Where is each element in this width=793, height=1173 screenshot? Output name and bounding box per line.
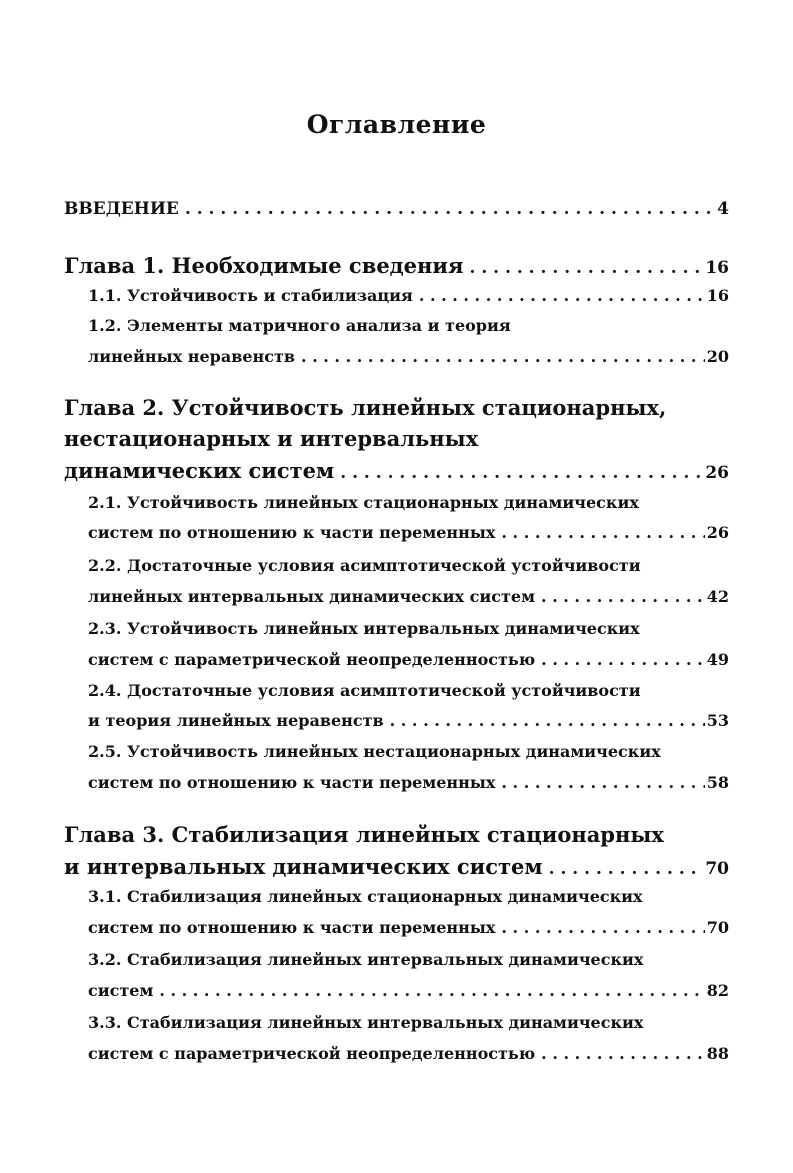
toc-page-number: 58 <box>706 773 729 792</box>
toc-page-number: 53 <box>706 711 729 730</box>
dot-leader <box>470 253 704 283</box>
toc-entry-text: систем <box>88 981 154 1000</box>
toc-entry-text: систем с параметрической неопределенностью <box>88 650 536 669</box>
dot-leader <box>501 917 704 939</box>
toc-entry-text: систем по отношению к части переменных <box>88 523 496 542</box>
toc-entry-line <box>64 456 729 488</box>
toc-entry-text: Глава 3. Стабилизация линейных стационарных <box>64 822 664 847</box>
toc-entry-line <box>64 198 729 220</box>
toc-entry-line <box>88 1043 729 1065</box>
dot-leader <box>185 198 715 220</box>
dot-leader <box>419 285 705 307</box>
toc-entry-line <box>88 949 643 971</box>
toc-entry-line <box>88 586 729 608</box>
toc-entry-text: 1.1. Устойчивость и стабилизация <box>88 286 413 305</box>
toc-entry-line <box>64 852 729 884</box>
dot-leader <box>541 1043 705 1065</box>
toc-entry-text: Глава 2. Устойчивость линейных стационарных, <box>64 395 667 420</box>
toc-entry-text: систем по отношению к части переменных <box>88 773 496 792</box>
toc-entry-line <box>88 522 729 544</box>
toc-entry-line <box>88 886 643 908</box>
toc-entry-line <box>88 772 729 794</box>
toc-page-number: 26 <box>705 463 729 483</box>
dot-leader <box>501 522 704 544</box>
toc-entry-text: Глава 1. Необходимые сведения <box>64 253 464 278</box>
toc-entry-line <box>88 285 729 307</box>
toc-page-number: 20 <box>706 347 729 366</box>
toc-page-number: 49 <box>706 650 729 669</box>
toc-entry-text: систем по отношению к части переменных <box>88 918 496 937</box>
toc-entry-line <box>88 315 511 337</box>
dot-leader <box>159 980 704 1002</box>
toc-entry-line <box>88 1012 643 1034</box>
toc-entry-text: линейных интервальных динамических систем <box>88 587 535 606</box>
toc-entry-text: 3.1. Стабилизация линейных стационарных динамических <box>88 887 643 906</box>
page-title: Оглавление <box>306 110 487 139</box>
dot-leader <box>301 346 705 368</box>
toc-entry-text: 1.2. Элементы матричного анализа и теория <box>88 316 511 335</box>
toc-entry-line <box>64 820 664 850</box>
toc-entry-text: 2.3. Устойчивость линейных интервальных динамических <box>88 619 640 638</box>
toc-entry-line <box>88 917 729 939</box>
toc-entry-text: и интервальных динамических систем <box>64 854 543 879</box>
toc-entry-line <box>88 346 729 368</box>
toc-entry-text: систем с параметрической неопределенностью <box>88 1044 536 1063</box>
toc-page-number: 4 <box>717 199 729 219</box>
toc-entry-line <box>88 618 640 640</box>
toc-page-number: 42 <box>706 587 729 606</box>
toc-entry-text: 2.2. Достаточные условия асимптотической устойчивости <box>88 556 641 575</box>
dot-leader <box>549 854 704 884</box>
toc-page-number: 26 <box>706 523 729 542</box>
toc-entry-text: и теория линейных неравенств <box>88 711 384 730</box>
toc-entry-text: 2.4. Достаточные условия асимптотической устойчивости <box>88 681 641 700</box>
dot-leader <box>541 649 705 671</box>
toc-entry-text: 2.5. Устойчивость линейных нестационарных динамических <box>88 742 661 761</box>
toc-page-number: 16 <box>705 258 729 278</box>
toc-entry-line <box>88 555 641 577</box>
dot-leader <box>340 458 703 488</box>
toc-entry-text: 3.3. Стабилизация линейных интервальных динамических <box>88 1013 644 1032</box>
dot-leader <box>501 772 704 794</box>
toc-entry-text: нестационарных и интервальных <box>64 426 479 451</box>
toc-entry-line <box>64 393 666 423</box>
toc-entry-line <box>88 710 729 732</box>
toc-page-number: 70 <box>705 859 729 879</box>
toc-entry-text: 3.2. Стабилизация линейных интервальных динамических <box>88 950 644 969</box>
toc-entry-text: 2.1. Устойчивость линейных стационарных динамических <box>88 493 639 512</box>
toc-entry-line <box>64 424 478 454</box>
toc-entry-line <box>88 649 729 671</box>
toc-page-number: 16 <box>706 286 729 305</box>
toc-entry-line <box>88 492 639 514</box>
toc-entry-text: линейных неравенств <box>88 347 295 366</box>
toc-entry-text: динамических систем <box>64 458 335 483</box>
toc-entry-line <box>88 980 729 1002</box>
toc-page-number: 88 <box>706 1044 729 1063</box>
dot-leader <box>390 710 705 732</box>
toc-entry-line <box>88 680 641 702</box>
toc-entry-line <box>64 251 729 283</box>
toc-page-number: 82 <box>706 981 729 1000</box>
toc-entry-text: ВВЕДЕНИЕ <box>64 199 179 219</box>
toc-page-number: 70 <box>706 918 729 937</box>
toc-entry-line <box>88 741 661 763</box>
dot-leader <box>541 586 705 608</box>
